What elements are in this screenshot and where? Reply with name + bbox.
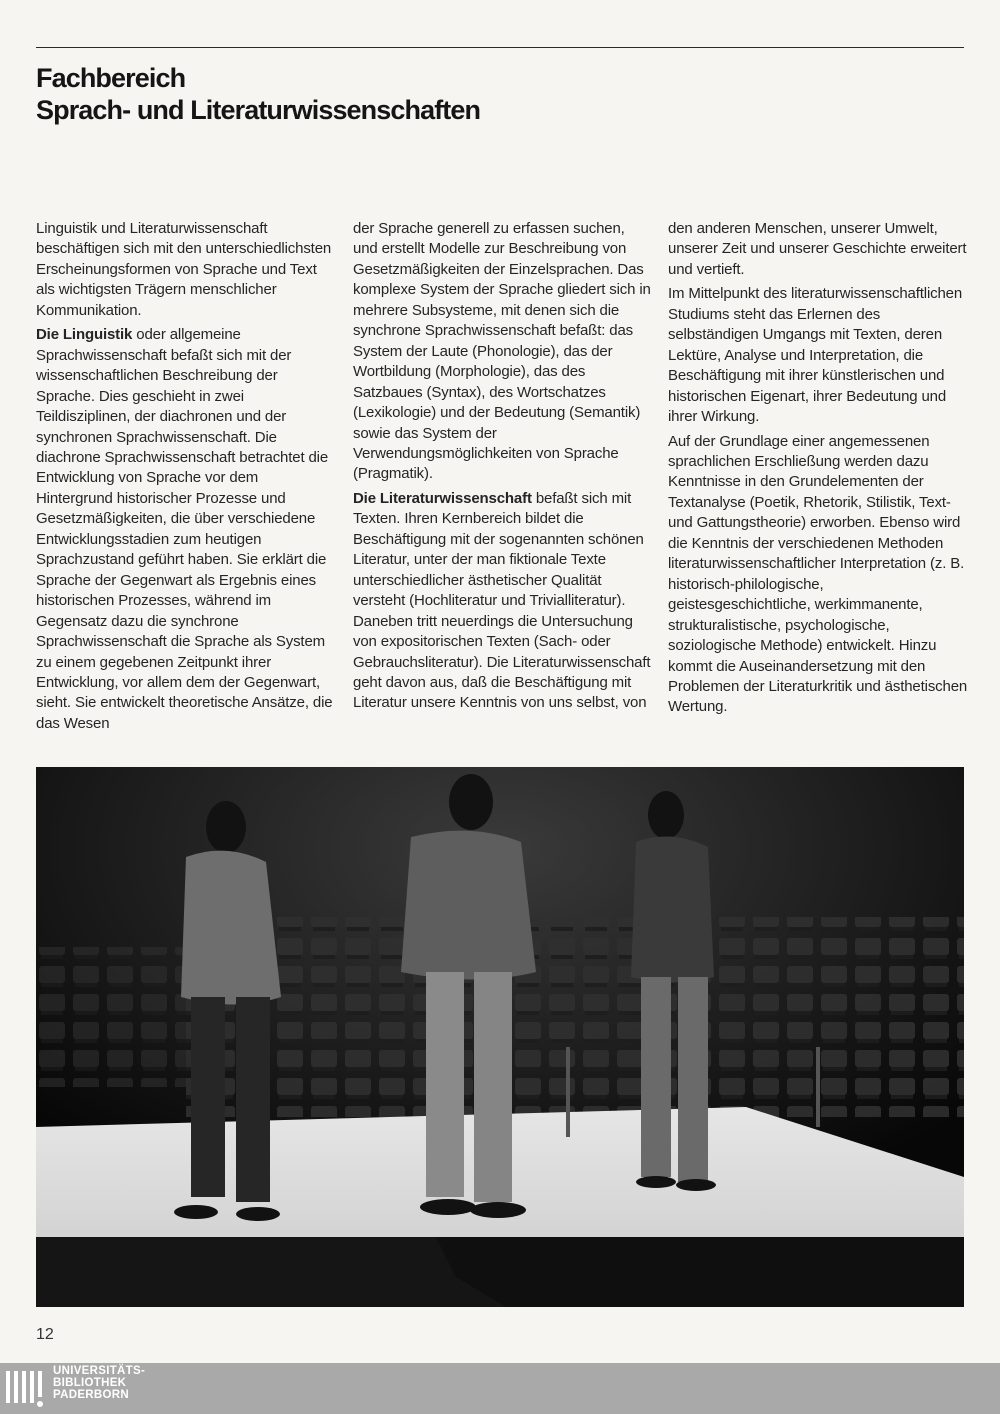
continuation-paragraph: den anderen Menschen, unserer Umwelt, unserer Zeit und unserer Geschichte erweitert und vertieft.	[668, 220, 967, 278]
linguistik-heading: Die Linguistik	[36, 326, 133, 344]
top-rule	[36, 47, 964, 48]
intro-paragraph: Linguistik und Literaturwissenschaft beschäftigen sich mit den unterschiedlichsten Erscheinungsformen von Sprache und Text als wichtigsten Trägern menschlicher Kommunikation.	[36, 220, 332, 319]
literaturwissenschaft-text: befaßt sich mit Texten. Ihren Kernbereich bildet die Beschäftigung mit der sogenannten schönen Literatur, unter der man fiktionale Texte unterschiedlicher ästhetischer Qualität versteht (Hochliteratur und Trivialliteratur). Daneben tritt neuerdings die Untersuchung von expositorischen Texten (Sach- oder Gebrauchsliteratur). Die Literaturwissenschaft geht davon aus, daß die Beschäftigung mit Literatur unsere Kenntnis von uns selbst, von	[353, 489, 651, 712]
library-name-line-3: PADERBORN	[53, 1389, 129, 1401]
title-line-1: Fachbereich	[36, 63, 186, 93]
page-title	[36, 62, 480, 126]
page-number: 12	[36, 1326, 54, 1343]
literaturwissenschaft-heading: Die Literaturwissenschaft	[353, 489, 532, 507]
text-column-2	[353, 219, 653, 714]
subsystems-paragraph: der Sprache generell zu erfassen suchen, und erstellt Modelle zur Beschreibung von Gesetzmäßigkeiten der Einzelsprachen. Das komplexe System der Sprache gliedert sich in mehrere Subsysteme, mit denen sich die synchrone Sprachwissenschaft befaßt: das System der Laute (Phonologie), das der Wortbildung (Morphologie), das des Satzbaues (Syntax), des Wortschatzes (Lexikologie) und der Bedeutung (Semantik) sowie das System der Verwendungsmöglichkeiten von Sprache (Pragmatik).	[353, 220, 651, 483]
methods-paragraph: Auf der Grundlage einer angemessenen sprachlichen Erschließung werden dazu Kenntnisse in den Grundelementen der Textanalyse (Poetik, Rhetorik, Stilistik, Text- und Gattungstheorie) erworben. Ebenso wird die Kenntnis der verschiedenen Methoden literaturwissenschaftlicher Interpretation (z. B. historisch-philologische, geistesgeschichtliche, werkimmanente, strukturalistische, psychologische, soziologische Methode) entwickelt. Hinzu kommt die Auseinandersetzung mit den Problemen der Literaturkritik und ästhetischen Wertung.	[668, 432, 968, 716]
literaturwissenschaft-paragraph	[353, 489, 653, 714]
library-logo-icon	[6, 1367, 46, 1409]
theater-stage-photo	[36, 767, 964, 1307]
library-name-line-2: BIBLIOTHEK	[53, 1377, 127, 1389]
linguistik-paragraph	[36, 325, 336, 734]
library-name	[53, 1365, 145, 1401]
library-name-line-1: UNIVERSITÄTS-	[53, 1365, 146, 1377]
linguistik-text: oder allgemeine Sprachwissenschaft befaßt sich mit der wissenschaftlichen Beschreibung der Sprache. Dies geschieht in zwei Teildisziplinen, der diachronen und der synchronen Sprachwissenschaft. Die diachrone Sprachwissenschaft betrachtet die Entwicklung von Sprache vor dem Hintergrund historischer Prozesse und Gesetzmäßigkeiten, die über verschiedene Entwicklungsstadien zum heutigen Sprachzustand geführt haben. Sie erklärt die Sprache der Gegenwart als Ergebnis eines historischen Prozesses, während im Gegensatz dazu die synchrone Sprachwissenschaft die Sprache als System zu einem gegebenen Zeitpunkt ihrer Entwicklung, vor allem dem der Gegenwart, sieht. Sie entwickelt theoretische Ansätze, die das Wesen	[36, 326, 333, 732]
studium-paragraph: Im Mittelpunkt des literaturwissenschaftlichen Studiums steht das Erlernen des selbständigen Umgangs mit Texten, deren Lektüre, Analyse und Interpretation, die Beschäftigung mit ihrer künstlerischen und historischen Eigenart, ihrer Bedeutung und ihrer Wirkung.	[668, 285, 963, 426]
text-column-3	[668, 219, 968, 718]
library-footer	[0, 1363, 1000, 1414]
text-column-1	[36, 219, 336, 734]
title-line-2: Sprach- und Literaturwissenschaften	[36, 95, 481, 125]
